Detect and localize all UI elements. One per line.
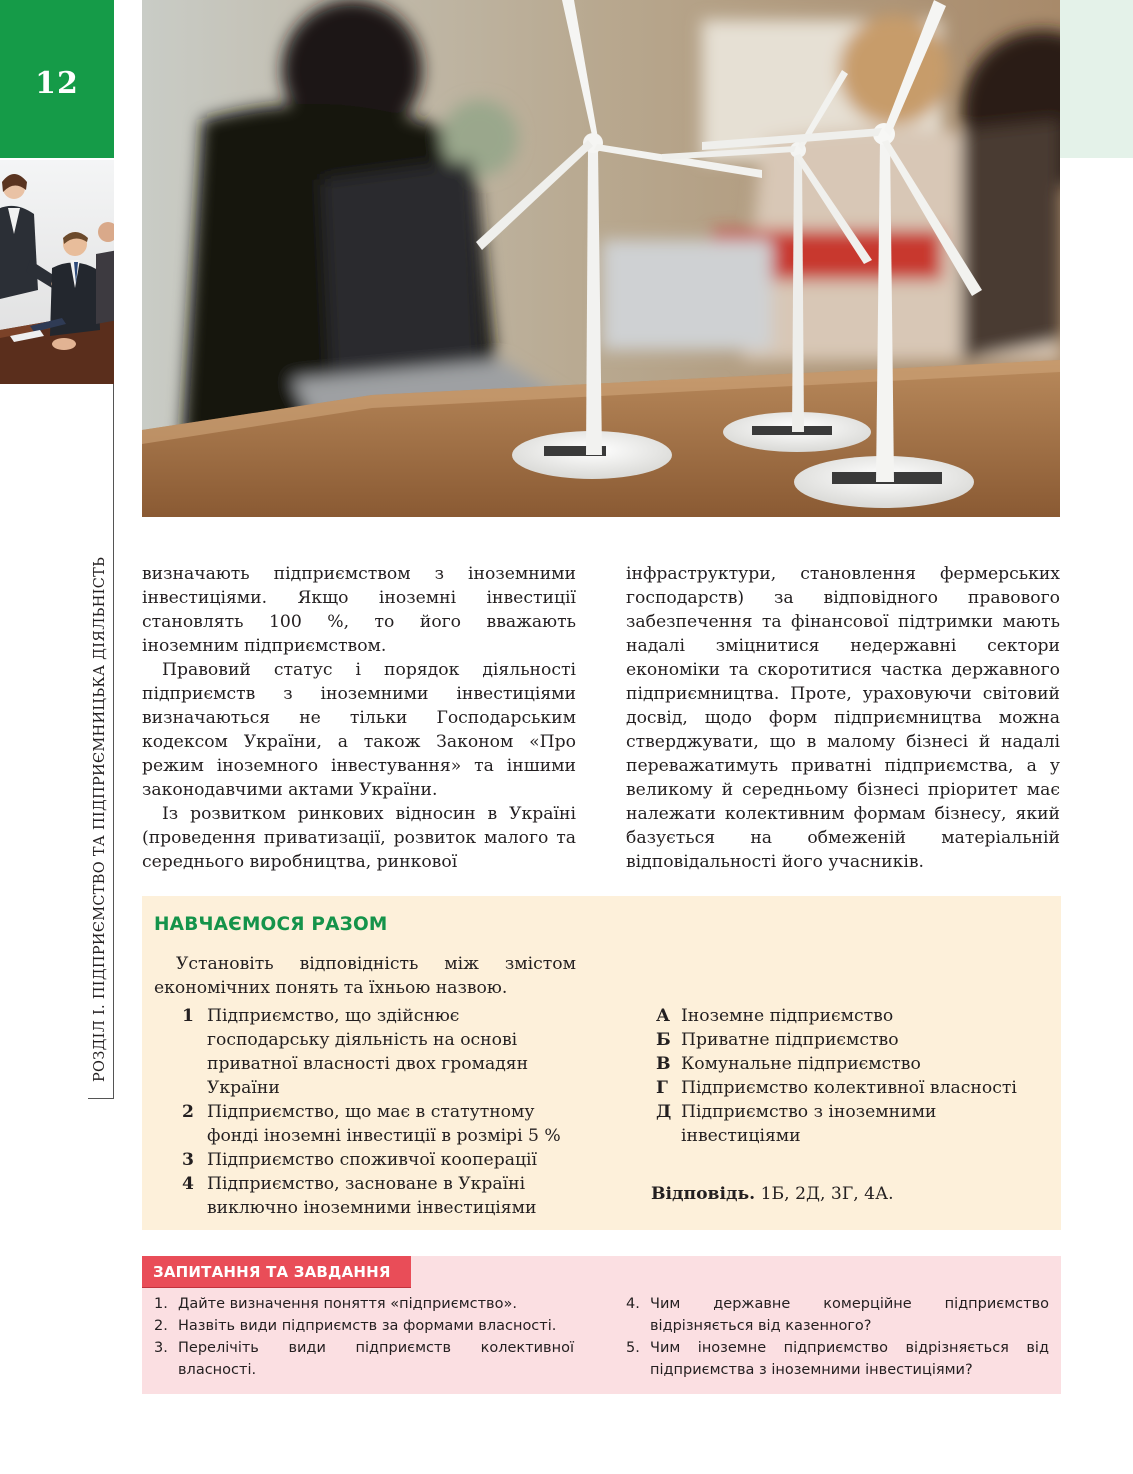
task-item (626, 1293, 1049, 1337)
concept-item (182, 1172, 582, 1220)
questions-tasks-box (142, 1256, 1061, 1394)
learn-together-box (142, 896, 1061, 1230)
item-text: Підприємство, що здійснює господарську діяльність на основі приватної власності двох громадян України (207, 1006, 529, 1098)
option-text: Підприємство з іноземними інвестиціями (681, 1102, 937, 1146)
concept-item (182, 1100, 582, 1148)
task-number: 5. (626, 1340, 640, 1356)
concept-item (182, 1004, 582, 1100)
task-number: 3. (154, 1340, 168, 1356)
option-letter: А (656, 1006, 670, 1026)
task-text: Чим державне комерційне підприємство відрізняється від казенного? (650, 1296, 1049, 1334)
task-text: Дайте визначення поняття «підприємство». (178, 1296, 517, 1312)
answer-label: Відповідь. (651, 1184, 756, 1204)
name-option (656, 1052, 1056, 1076)
name-options-list (656, 1004, 1056, 1148)
option-text: Підприємство колективної власності (681, 1078, 1017, 1098)
task-number: 1. (154, 1296, 168, 1312)
option-letter: В (656, 1054, 671, 1074)
option-text: Комунальне підприємство (681, 1054, 921, 1074)
sidebar-rule (113, 384, 114, 1099)
task-item (154, 1315, 574, 1337)
item-number: 1 (182, 1006, 194, 1026)
learn-together-intro: Установіть відповідність між змістом економічних понять та їхньою назвою. (154, 954, 576, 998)
name-option (656, 1028, 1056, 1052)
questions-tasks-title: ЗАПИТАННЯ ТА ЗАВДАННЯ (142, 1256, 411, 1288)
concept-list (182, 1004, 582, 1220)
item-text: Підприємство, засноване в Україні виключно іноземними інвестиціями (207, 1174, 537, 1218)
task-number: 4. (626, 1296, 640, 1312)
task-item (154, 1293, 574, 1315)
answer-line (651, 1182, 894, 1206)
header-band (1060, 0, 1133, 158)
page-number-tab (0, 0, 114, 158)
section-thumbnail-photo (0, 160, 114, 384)
option-letter: Д (656, 1102, 672, 1122)
option-letter: Г (656, 1078, 668, 1098)
section-label: РОЗДІЛ І. ПІДПРИЄМСТВО ТА ПІДПРИЄМНИЦЬКА ДІЯЛЬНІСТЬ (92, 556, 108, 1082)
name-option (656, 1076, 1056, 1100)
task-list-left (154, 1293, 574, 1381)
item-number: 3 (182, 1150, 194, 1170)
paragraph: Правовий статус і порядок діяльності підприємств з іноземними інвестиціями визначаються не тільки Господарським кодексом України, а також Законом «Про режим іноземного інвестування» та іншими законодавчими актами України. (142, 660, 576, 800)
learn-together-title: НАВЧАЄМОСЯ РАЗОМ (154, 914, 388, 935)
paragraph: визначають підприємством з іноземними інвестиціями. Якщо іноземні інвестиції становлять 100 %, то його вважають іноземним підприємством. (142, 564, 576, 656)
item-number: 4 (182, 1174, 194, 1194)
body-column-left (142, 562, 576, 874)
body-column-right (626, 562, 1060, 874)
item-number: 2 (182, 1102, 194, 1122)
task-item (626, 1337, 1049, 1381)
option-letter: Б (656, 1030, 671, 1050)
task-list-right (626, 1293, 1049, 1381)
concept-item (182, 1148, 582, 1172)
task-item (154, 1337, 574, 1381)
option-text: Іноземне підприємство (681, 1006, 894, 1026)
paragraph: інфраструктури, становлення фермерських господарств) за відповідного правового забезпечення та фінансової підтримки мають надалі зміцнитися недержавні сектори економіки та скоротитися частка державного підприємництва. Проте, ураховуючи світовий досвід, щодо форм підприємництва можна стверджувати, що в малому бізнесі й надалі переважатимуть приватні підприємства, а у великому й середньому бізнесі пріоритет має належати колективним формам бізнесу, який базується на обмеженій матеріальній відповідальності його учасників. (626, 564, 1060, 872)
sidebar-rule-end (88, 1098, 114, 1099)
option-text: Приватне підприємство (681, 1030, 899, 1050)
item-text: Підприємство споживчої кооперації (207, 1150, 538, 1170)
item-text: Підприємство, що має в статутному фонді іноземні інвестиції в розмірі 5 % (207, 1102, 561, 1146)
answer-value: 1Б, 2Д, 3Г, 4А. (760, 1184, 894, 1204)
task-text: Назвіть види підприємств за формами власності. (178, 1318, 557, 1334)
name-option (656, 1100, 1056, 1148)
page-number: 12 (35, 66, 79, 101)
hero-photo-wind-turbines (142, 0, 1060, 517)
task-text: Перелічіть види підприємств колективної власності. (178, 1340, 574, 1378)
task-number: 2. (154, 1318, 168, 1334)
name-option (656, 1004, 1056, 1028)
paragraph: Із розвитком ринкових відносин в Україні (проведення приватизації, розвиток малого та середнього виробництва, ринкової (142, 804, 576, 872)
task-text: Чим іноземне підприємство відрізняється від підприємства з іноземними інвестиціями? (650, 1340, 1049, 1378)
